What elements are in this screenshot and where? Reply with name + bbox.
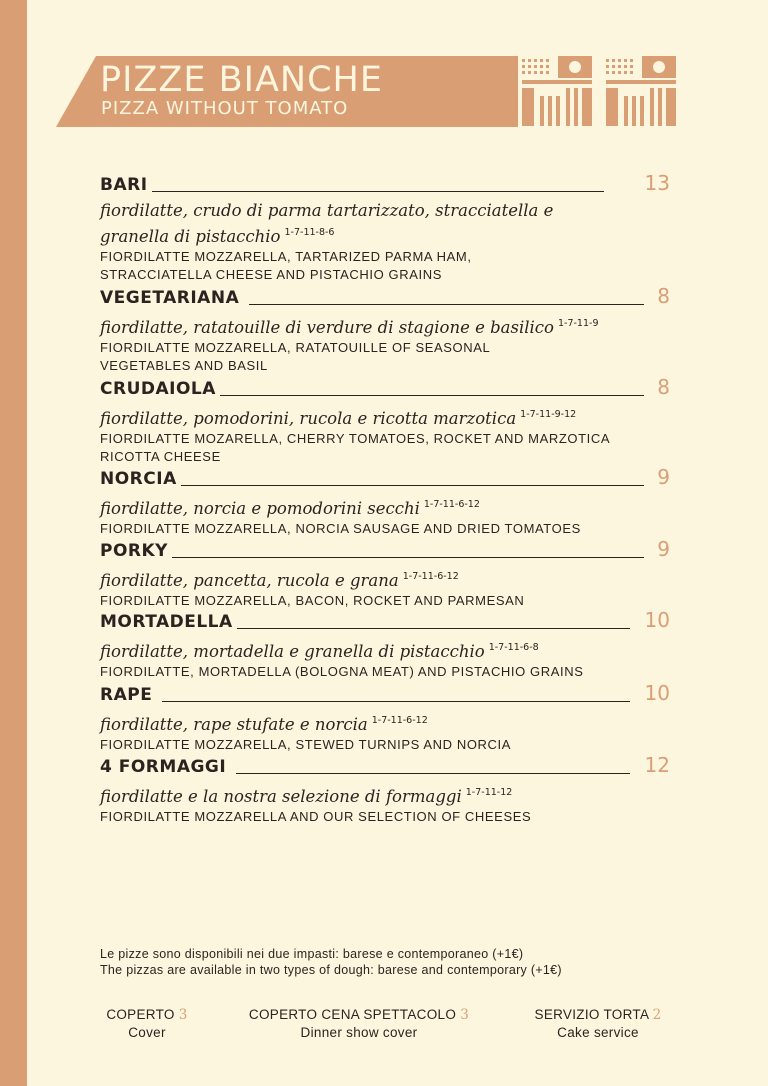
item-name: RAPE xyxy=(100,684,162,706)
item-name: NORCIA xyxy=(100,468,181,490)
footer-label: SERVIZIO TORTA xyxy=(534,1007,649,1022)
dough-note-english: The pizzas are available in two types of dough: barese and contemporary (+1€) xyxy=(100,963,562,977)
item-english: FIORDILATTE MOZZARELLA, RATATOUILLE OF SEASONAL VEGETABLES AND BASIL xyxy=(100,340,490,373)
item-price: 8 xyxy=(657,284,670,308)
item-english: FIORDILATTE MOZZARELLA, NORCIA SAUSAGE AND DRIED TOMATOES xyxy=(100,521,581,536)
footer-price: 3 xyxy=(460,1007,470,1023)
item-english: FIORDILATTE, MORTADELLA (BOLOGNA MEAT) AND PISTACHIO GRAINS xyxy=(100,664,584,679)
item-allergens: 1-7-11-6-12 xyxy=(423,499,480,510)
page-subtitle: PIZZA WITHOUT TOMATO xyxy=(101,98,349,119)
item-name: PORKY xyxy=(100,540,172,562)
item-english: FIORDILATTE MOZZARELLA AND OUR SELECTION OF CHEESES xyxy=(100,809,532,824)
decorative-pattern-icon xyxy=(518,56,678,127)
menu-item xyxy=(100,680,670,754)
footer-cake-service xyxy=(526,1006,670,1041)
item-english: FIORDILATTE MOZARELLA, CHERRY TOMATOES, ROCKET AND MARZOTICA RICOTTA CHEESE xyxy=(100,431,610,464)
item-allergens: 1-7-11-9 xyxy=(557,318,599,329)
footer-english: Dinner show cover xyxy=(300,1025,418,1040)
item-english: FIORDILATTE MOZZARELLA, TARTARIZED PARMA HAM, STRACCIATELLA CHEESE AND PISTACHIO GRAINS xyxy=(100,249,472,282)
item-name: VEGETARIANA xyxy=(100,287,249,309)
footer-english: Cover xyxy=(128,1025,166,1040)
item-allergens: 1-7-11-6-12 xyxy=(402,571,459,582)
footer-label: COPERTO xyxy=(106,1007,175,1022)
menu-item xyxy=(100,283,670,375)
footer-cover xyxy=(100,1006,194,1041)
footer-label: COPERTO CENA SPETTACOLO xyxy=(248,1007,457,1022)
side-accent-bar xyxy=(0,0,27,1086)
menu-item xyxy=(100,607,670,681)
item-price: 9 xyxy=(657,465,670,489)
menu-item xyxy=(100,464,670,538)
item-allergens: 1-7-11-12 xyxy=(465,787,513,798)
menu-item xyxy=(100,374,670,466)
item-italian: fiordilatte, pomodorini, rucola e ricotta marzotica xyxy=(100,409,517,428)
dough-note-italian: Le pizze sono disponibili nei due impasti: barese e contemporaneo (+1€) xyxy=(100,947,524,961)
item-price: 10 xyxy=(644,681,670,705)
item-italian: fiordilatte e la nostra selezione di formaggi xyxy=(100,787,462,806)
item-english: FIORDILATTE MOZZARELLA, STEWED TURNIPS AND NORCIA xyxy=(100,737,512,752)
item-price: 9 xyxy=(657,537,670,561)
item-price: 8 xyxy=(657,375,670,399)
footer-english: Cake service xyxy=(557,1025,639,1040)
item-allergens: 1-7-11-6-8 xyxy=(488,642,539,653)
item-italian: fiordilatte, pancetta, rucola e grana xyxy=(100,571,399,590)
item-italian: fiordilatte, ratatouille di verdure di stagione e basilico xyxy=(100,318,554,337)
footer-dinner-show-cover xyxy=(232,1006,486,1041)
item-allergens: 1-7-11-6-12 xyxy=(371,715,428,726)
menu-item xyxy=(100,170,670,284)
item-name: 4 FORMAGGI xyxy=(100,756,236,778)
item-name: BARI xyxy=(100,174,152,196)
item-price: 12 xyxy=(644,753,670,777)
menu-item xyxy=(100,752,670,826)
item-italian: fiordilatte, norcia e pomodorini secchi xyxy=(100,499,420,518)
footer-price: 2 xyxy=(652,1007,662,1023)
item-allergens: 1-7-11-9-12 xyxy=(520,409,577,420)
footer-price: 3 xyxy=(178,1007,188,1023)
item-italian: fiordilatte, mortadella e granella di pistacchio xyxy=(100,642,485,661)
item-price: 13 xyxy=(644,171,670,195)
page-title: PIZZE BIANCHE xyxy=(100,60,383,100)
item-name: MORTADELLA xyxy=(100,611,237,633)
item-italian: fiordilatte, crudo di parma tartarizzato, stracciatella e granella di pistacchio xyxy=(100,201,554,246)
item-allergens: 1-7-11-8-6 xyxy=(284,227,335,238)
item-italian: fiordilatte, rape stufate e norcia xyxy=(100,715,368,734)
item-english: FIORDILATTE MOZZARELLA, BACON, ROCKET AND PARMESAN xyxy=(100,593,525,608)
item-name: CRUDAIOLA xyxy=(100,378,220,400)
item-price: 10 xyxy=(644,608,670,632)
menu-item xyxy=(100,536,670,610)
